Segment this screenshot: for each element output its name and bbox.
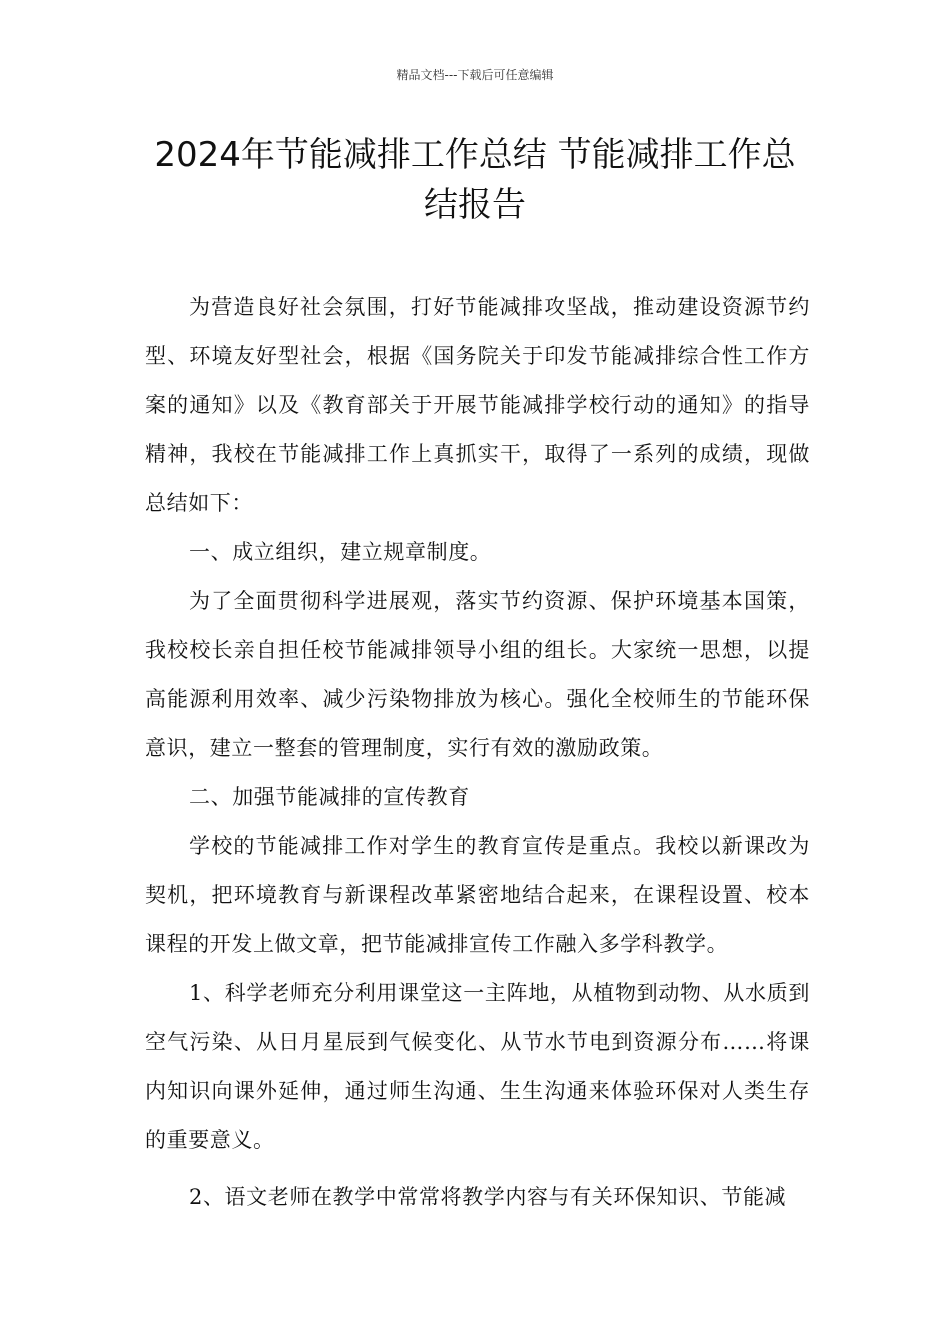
section-heading-2: 二、加强节能减排的宣传教育 xyxy=(189,785,470,809)
document-body xyxy=(145,283,810,1222)
document-title: 2024年节能减排工作总结 节能减排工作总结报告 xyxy=(154,135,796,225)
paragraph-item-1: 1、科学老师充分利用课堂这一主阵地，从植物到动物、从水质到空气污染、从日月星辰到气候变化、从节水节电到资源分布……将课内知识向课外延伸，通过师生沟通、生生沟通来体验环保对人类生存的重要意义。 xyxy=(145,981,810,1152)
paragraph-section-1: 为了全面贯彻科学进展观，落实节约资源、保护环境基本国策，我校校长亲自担任校节能减排领导小组的组长。大家统一思想，以提高能源利用效率、减少污染物排放为核心。强化全校师生的节能环保意识，建立一整套的管理制度，实行有效的激励政策。 xyxy=(145,589,810,760)
page-header: 精品文档---下载后可任意编辑 xyxy=(396,68,554,82)
section-heading-1: 一、成立组织，建立规章制度。 xyxy=(189,540,492,564)
paragraph-intro: 为营造良好社会氛围，打好节能减排攻坚战，推动建设资源节约型、环境友好型社会，根据《国务院关于印发节能减排综合性工作方案的通知》以及《教育部关于开展节能减排学校行动的通知》的指导精神，我校在节能减排工作上真抓实干，取得了一系列的成绩，现做总结如下： xyxy=(145,295,810,515)
paragraph-section-2: 学校的节能减排工作对学生的教育宣传是重点。我校以新课改为契机，把环境教育与新课程改革紧密地结合起来，在课程设置、校本课程的开发上做文章，把节能减排宣传工作融入多学科教学。 xyxy=(145,834,810,956)
paragraph-item-2: 2、语文老师在教学中常常将教学内容与有关环保知识、节能减 xyxy=(189,1185,787,1209)
